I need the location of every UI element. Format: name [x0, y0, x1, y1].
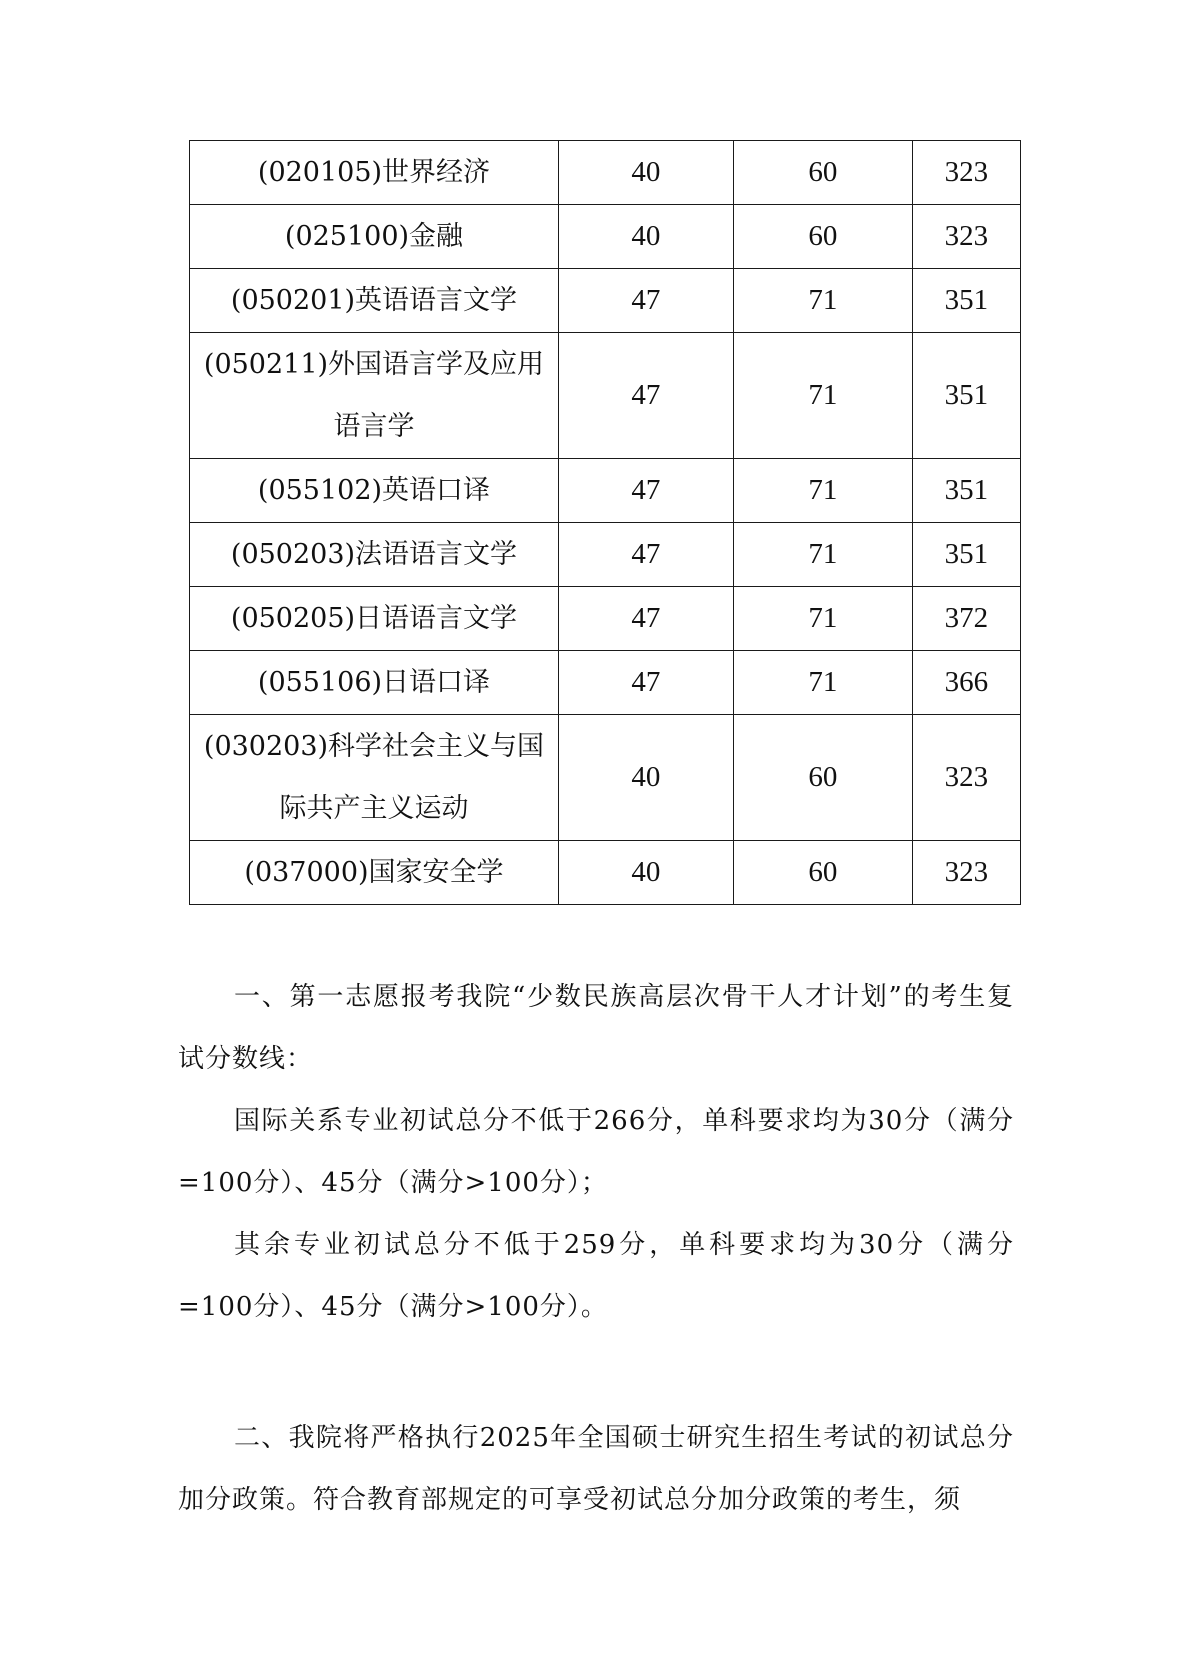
paragraph-other-majors: 其余专业初试总分不低于259分，单科要求均为30分（满分=100分）、45分（满分>100分）。 — [178, 1230, 1014, 1322]
score-cell: 71 — [733, 333, 912, 459]
score-cell: 71 — [733, 587, 912, 651]
major-cell: (055106)日语口译 — [190, 651, 559, 715]
score-cell: 47 — [558, 587, 733, 651]
table-row — [190, 459, 1021, 523]
score-cell: 40 — [558, 715, 733, 841]
table-row — [190, 587, 1021, 651]
major-cell: (020105)世界经济 — [190, 141, 559, 205]
total-score-cell: 351 — [912, 269, 1020, 333]
major-cell: (050203)法语语言文学 — [190, 523, 559, 587]
score-cell: 60 — [733, 205, 912, 269]
table-row — [190, 715, 1021, 841]
score-cell: 40 — [558, 841, 733, 905]
total-score-cell: 351 — [912, 459, 1020, 523]
score-cell: 71 — [733, 651, 912, 715]
score-cell: 47 — [558, 269, 733, 333]
table-row — [190, 841, 1021, 905]
score-cell: 47 — [558, 459, 733, 523]
total-score-cell: 323 — [912, 141, 1020, 205]
score-cell: 60 — [733, 141, 912, 205]
table-row — [190, 651, 1021, 715]
score-cell: 60 — [733, 715, 912, 841]
total-score-cell: 351 — [912, 523, 1020, 587]
table-row — [190, 205, 1021, 269]
score-cell: 47 — [558, 333, 733, 459]
major-cell: (050211)外国语言学及应用语言学 — [190, 333, 559, 459]
major-cell: (025100)金融 — [190, 205, 559, 269]
total-score-cell: 323 — [912, 841, 1020, 905]
paragraph-bonus-policy: 二、我院将严格执行2025年全国硕士研究生招生考试的初试总分加分政策。符合教育部规定的可享受初试总分加分政策的考生，须 — [178, 1423, 1014, 1515]
total-score-cell: 366 — [912, 651, 1020, 715]
major-cell: (050205)日语语言文学 — [190, 587, 559, 651]
score-cell: 71 — [733, 459, 912, 523]
table-row — [190, 523, 1021, 587]
score-cell: 47 — [558, 523, 733, 587]
paragraph-minority-plan: 一、第一志愿报考我院“少数民族高层次骨干人才计划”的考生复试分数线： — [178, 982, 1014, 1074]
score-table — [189, 140, 1021, 905]
table-row — [190, 333, 1021, 459]
score-cell: 47 — [558, 651, 733, 715]
total-score-cell: 372 — [912, 587, 1020, 651]
total-score-cell: 323 — [912, 715, 1020, 841]
total-score-cell: 323 — [912, 205, 1020, 269]
total-score-cell: 351 — [912, 333, 1020, 459]
major-cell: (050201)英语语言文学 — [190, 269, 559, 333]
major-cell: (037000)国家安全学 — [190, 841, 559, 905]
score-cell: 60 — [733, 841, 912, 905]
paragraph-international-relations: 国际关系专业初试总分不低于266分，单科要求均为30分（满分=100分）、45分（满分>100分）； — [178, 1106, 1014, 1198]
score-cell: 40 — [558, 141, 733, 205]
table-row — [190, 141, 1021, 205]
table-row — [190, 269, 1021, 333]
score-cell: 40 — [558, 205, 733, 269]
score-cell: 71 — [733, 269, 912, 333]
major-cell: (055102)英语口译 — [190, 459, 559, 523]
score-cell: 71 — [733, 523, 912, 587]
major-cell: (030203)科学社会主义与国际共产主义运动 — [190, 715, 559, 841]
